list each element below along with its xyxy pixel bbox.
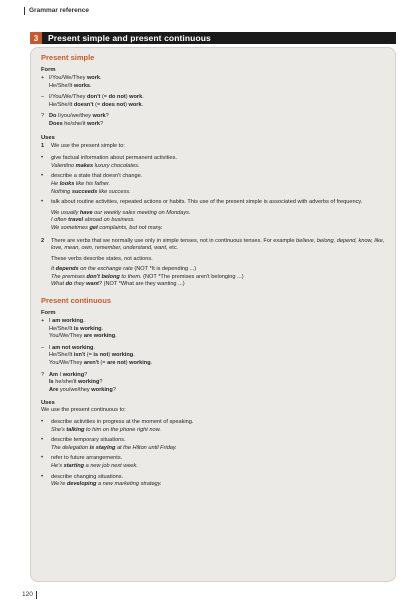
text: on the exchange rate [78,266,133,273]
text: work [128,101,142,108]
text: (= [100,94,109,101]
ps-negative [41,94,387,109]
ps-bullet-2 [41,173,387,196]
text: is not [93,352,109,359]
text: ? [98,281,103,288]
text: he/she/it [53,379,78,386]
text: working [62,371,85,378]
pc-bullet-1 [41,419,387,434]
ps-use-1 [41,143,387,151]
text: talking [66,426,85,433]
text: travel [68,217,84,224]
grammar-panel [30,47,396,582]
question-mark: ? [41,113,45,120]
bullet: • [41,437,44,444]
unit-header-bar [30,32,396,44]
text: to them. [119,273,142,280]
text: I often [51,217,69,224]
text: These verbs describe states, not actions. [51,255,153,262]
text: works [73,82,91,89]
text: ? [112,386,116,393]
text: ) [125,101,129,108]
text: working [129,360,151,367]
text: He/She/It [49,82,74,89]
bullet-text: describe activities in progress at the moment of speaking. [51,419,194,425]
text: you/we/they [58,386,92,393]
text: He/She/It [49,101,74,108]
bullet: • [41,455,44,462]
text: (= [93,101,102,108]
text: I [58,371,63,378]
text: our weekly sales meeting on Mondays. [92,209,191,216]
text: developing [66,481,97,488]
positive-mark: + [41,75,45,81]
bullet-text: refer to future arrangements. [51,455,123,462]
text: Valentino [51,162,76,169]
bullet: • [41,199,44,206]
text: . [141,101,144,108]
text: . [100,75,102,81]
text: He/She/It [49,325,74,332]
text: (NOT *What are they wanting ...) [102,281,185,288]
bullet: • [41,419,44,425]
bullet: • [41,155,44,162]
text: It [51,266,56,273]
ps-bullet-3 [41,199,387,232]
text: ? [100,120,104,127]
text: . [101,325,104,332]
text: are not [107,360,126,367]
ps-use-2 [41,238,387,290]
text: do not [108,94,126,101]
text: Is [49,379,54,386]
text: I [49,318,53,325]
ps-uses-label: Uses [41,134,55,141]
text: She's [51,426,67,433]
text: is staying [89,444,116,451]
text: luxury chocolates. [93,162,140,169]
question-mark: ? [41,371,45,378]
pc-form-label: Form [41,310,56,317]
text: There are verbs that we normally use only in simple tenses, not in continuous tenses. For example [51,237,297,244]
text: I [49,344,53,351]
pc-uses-label: Uses [41,400,55,407]
text: get [89,224,98,231]
use-number: 1 [41,142,45,149]
text: work [86,75,100,81]
use-intro: We use the present simple to: [51,142,125,149]
text: Are [49,386,59,393]
text: ? [105,113,109,120]
bullet: • [41,473,44,480]
text: The delegation [51,444,90,451]
text: have [79,209,93,216]
present-continuous-title: Present continuous [41,296,112,306]
text: he/she/it [62,120,87,127]
text: ? [84,371,88,378]
running-head: Grammar reference [24,7,89,15]
text: like success. [97,188,131,195]
text: am working [52,318,84,325]
text: The premises [51,273,87,280]
text: am not working [52,344,94,351]
text: I/You/We/They [49,75,87,81]
text: are working [83,333,116,340]
text: aren't [83,360,99,367]
negative-mark: – [41,344,45,351]
page-number: 120 [22,591,37,599]
text: makes [75,162,94,169]
text: working [77,379,100,386]
text: does not [101,101,126,108]
text: I/You/We/They [49,94,87,101]
text: . [83,318,85,325]
text: ? [99,379,103,386]
text: etc. [167,245,179,252]
text: starting [63,462,85,469]
text: working [111,352,134,359]
text: complaints, but not many. [97,224,163,231]
text: doesn't [73,101,94,108]
text: . [90,82,92,89]
text: . [93,344,96,351]
pc-positive [41,318,387,341]
text: . [115,333,117,340]
ps-question [41,113,387,128]
text: We usually [51,209,80,216]
text: is working [73,325,102,332]
text: working [91,386,113,393]
text: work [86,120,101,127]
text: What [51,281,66,288]
text: He [51,180,60,187]
text: abroad on business. [83,217,135,224]
ps-form-label: Form [41,67,56,73]
pc-bullet-4 [41,474,387,489]
use-number: 2 [41,237,45,244]
text: do [65,281,73,288]
text: believe, belong, depend, know, like, love, mean, own, remember, understand, want, [51,237,385,252]
present-simple-title: Present simple [41,53,95,62]
text: depends [55,266,79,273]
text: don't belong [86,273,120,280]
ps-positive [41,75,387,90]
text: Nothing [51,188,72,195]
bullet-text: give factual information about permanent activities. [51,155,177,162]
text: . [142,94,144,101]
text: (= [85,352,94,359]
text: Am [49,371,59,378]
text: Do [49,113,57,120]
text: want [86,281,99,288]
text: (NOT *The premises aren't belonging ...) [141,273,244,280]
text: work [92,113,106,120]
negative-mark: – [41,94,45,101]
pc-bullet-3 [41,455,387,470]
text: (= [98,360,108,367]
text: . [150,360,153,367]
text: He's [51,462,64,469]
bullet-text: talk about routine activities, repeated actions or habits. This use of the present simple is associated with adverbs of frequency. [51,199,363,206]
text: don't [86,94,101,101]
unit-title: Present simple and present continuous [48,33,211,43]
text: You/We/They [49,333,84,340]
bullet: • [41,173,44,180]
text: like his father. [74,180,111,187]
text: work [129,94,143,101]
text: Does [49,120,63,127]
text: We sometimes [51,224,90,231]
text: I/you/we/they [56,113,93,120]
text: succeeds [71,188,98,195]
text: isn't [73,352,86,359]
text: ) [125,360,130,367]
text: He/She/It [49,352,74,359]
unit-number-badge: 3 [30,32,42,44]
text: . [133,352,135,359]
pc-negative [41,345,387,368]
pc-bullet-2 [41,437,387,452]
text: looks [59,180,75,187]
text: a new job next week. [84,462,138,469]
text: (NOT *It is depending ...) [132,266,197,273]
text: a new marketing strategy. [96,481,162,488]
bullet-text: describe changing situations. [51,473,124,480]
text: to him on the phone right now. [84,426,161,433]
text: We're [51,481,67,488]
pc-question [41,372,387,395]
text: You/We/They [49,360,84,367]
text: they [72,281,87,288]
pc-intro: We use the present continuous to: [41,407,126,414]
bullet-text: describe a state that doesn't change. [51,173,143,180]
text: ) [108,352,112,359]
ps-bullet-1 [41,155,387,170]
text: at the Hilton until Friday. [115,444,177,451]
positive-mark: + [41,318,45,325]
text: ) [125,94,130,101]
bullet-text: describe temporary situations. [51,437,126,444]
